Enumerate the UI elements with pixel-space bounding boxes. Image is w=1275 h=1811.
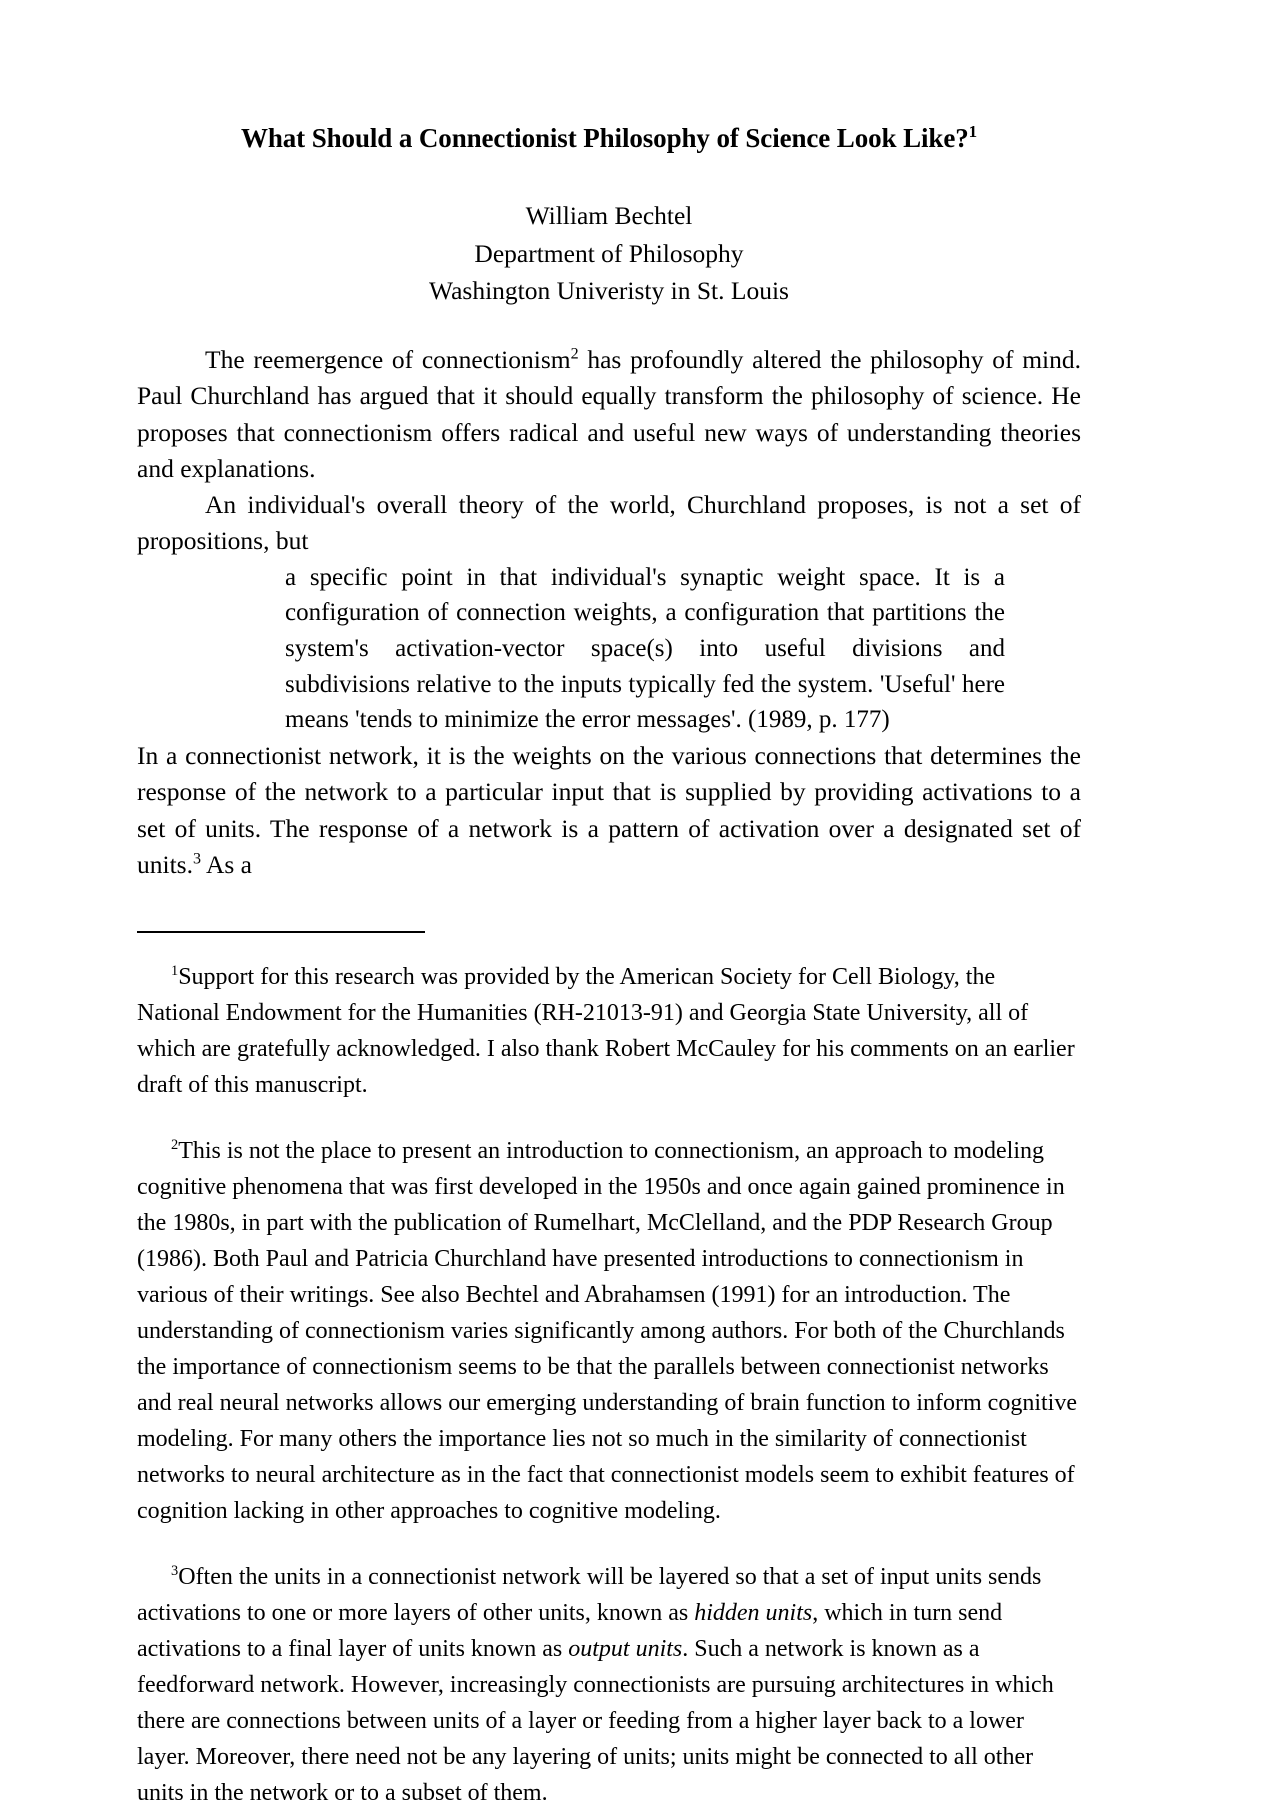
footnote-3-term-hidden-units: hidden units xyxy=(694,1600,813,1627)
author-institution: Washington Univeristy in St. Louis xyxy=(429,276,789,306)
footnote-1 xyxy=(137,959,1081,1103)
footnote-2-text: This is not the place to present an introduction to connectionism, an approach to modeling cognitive phenomena that was first developed in the 1950s and once again gained prominence in the 1980s, in part with the publication of Rumelhart, McClelland, and the PDP Research Group (1986). Both Paul and Patricia Churchland have presented introductions to connectionism in various of their writings. See also Bechtel and Abrahamsen (1991) for an introduction. The understanding of connectionism varies significantly among authors. For both of the Churchlands the importance of connectionism seems to be that the parallels between connectionist networks and real neural networks allows our emerging understanding of brain function to inform cognitive modeling. For many others the importance lies not so much in the similarity of connectionist networks to neural architecture as in the fact that connectionist models seem to exhibit features of cognition lacking in other approaches to cognitive modeling. xyxy=(137,1138,1077,1525)
footnote-marker-3: 3 xyxy=(192,850,201,868)
paragraph-3 xyxy=(137,738,1081,883)
paragraph-3-text-a: In a connectionist network, it is the weights on the various connections that determines the response of the network to a particular input that is supplied by providing activations to a set of units. The response of a network is a pattern of activation over a designated set of units. xyxy=(137,740,1081,879)
footnote-3-text-b: , which in turn send activations to a final layer of units known as xyxy=(137,1600,1003,1663)
paragraph-3-text-b: As a xyxy=(201,849,252,879)
page-content xyxy=(137,0,1081,1811)
title-footnote-marker: 1 xyxy=(968,122,978,141)
block-quote: a specific point in that individual's synaptic weight space. It is a configuration of connection weights, a configuration that partitions the system's activation-vector space(s) into useful divisions and subdivisions relative to the inputs typically fed the system. 'Useful' here means 'tends to minimize the error messages'. (1989, p. 177) xyxy=(285,563,1005,734)
title-text: What Should a Connectionist Philosophy of Science Look Like? xyxy=(240,123,969,153)
footnote-separator-rule xyxy=(137,931,425,933)
author-name: William Bechtel xyxy=(525,201,693,231)
paragraph-1-text-a: The reemergence of connectionism xyxy=(205,344,571,374)
footnote-1-marker: 1 xyxy=(171,963,179,980)
footnotes-section xyxy=(137,959,1081,1811)
footnote-3-text-c: . Such a network is known as a feedforward network. However, increasingly connectionists are pursuing architectures in which there are connections between units of a layer or feeding from a higher layer back to a lower layer. Moreover, there need not be any layering of units; units might be connected to all other units in the network or to a subset of them. xyxy=(137,1636,1054,1807)
footnote-1-text: Support for this research was provided by the American Society for Cell Biology, the National Endowment for the Humanities (RH-21013-91) and Georgia State University, all of which are gratefully acknowledged. I also thank Robert McCauley for his comments on an earlier draft of this manuscript. xyxy=(137,964,1075,1099)
footnote-2-marker: 2 xyxy=(171,1137,179,1154)
body-text xyxy=(137,342,1081,883)
paragraph-1-text-b: has profoundly altered the philosophy of mind. Paul Churchland has argued that it should equally transform the philosophy of science. He proposes that connectionism offers radical and useful new ways of understanding theories and explanations. xyxy=(137,344,1081,483)
footnote-2 xyxy=(137,1133,1081,1529)
byline xyxy=(137,197,1081,309)
author-department: Department of Philosophy xyxy=(474,238,744,268)
paragraph-1 xyxy=(137,342,1081,487)
footnote-3-term-output-units: output units xyxy=(568,1636,683,1663)
paragraph-2: An individual's overall theory of the world, Churchland proposes, is not a set of propositions, but xyxy=(137,490,1081,556)
footnote-marker-2: 2 xyxy=(570,345,579,363)
footnote-3-text-a: Often the units in a connectionist network will be layered so that a set of input units sends activations to one or more layers of other units, known as xyxy=(137,1564,1042,1627)
footnote-3-marker: 3 xyxy=(171,1563,179,1580)
page-title xyxy=(137,122,1081,154)
footnote-3 xyxy=(137,1559,1081,1811)
